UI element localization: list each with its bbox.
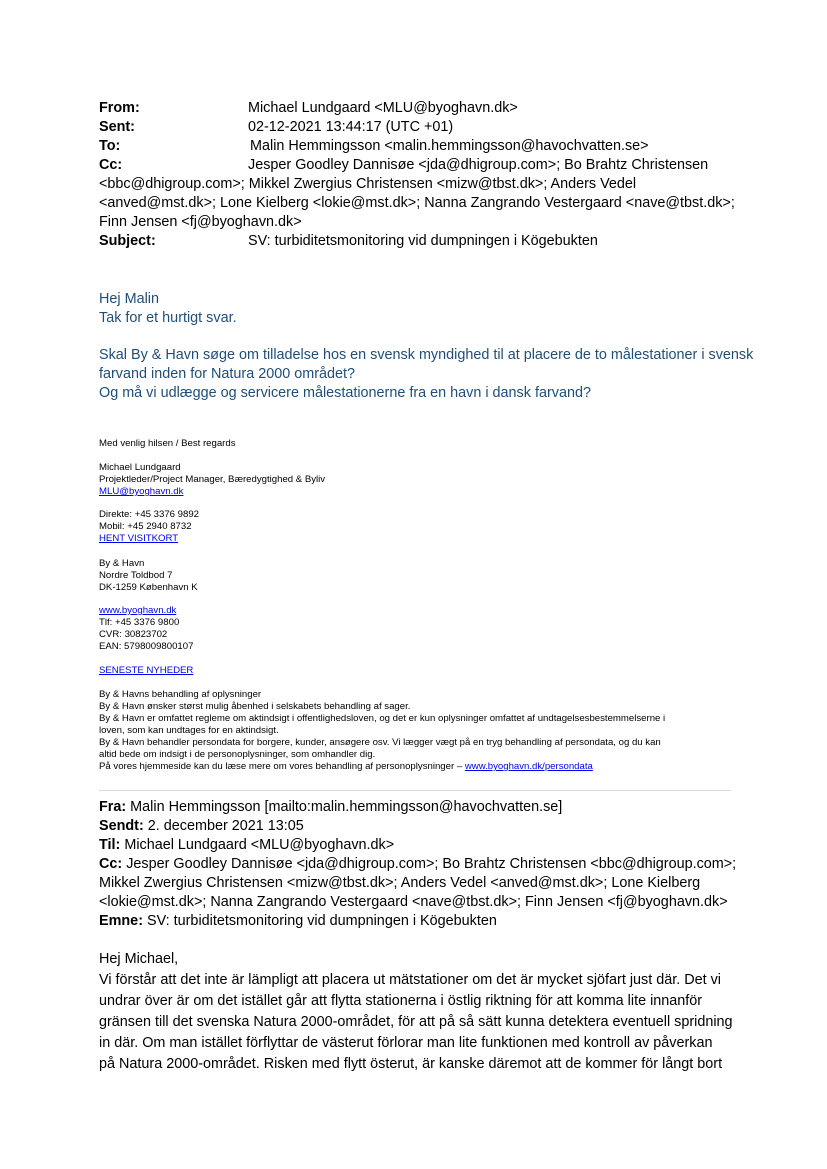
fwd-from-value: Malin Hemmingsson [mailto:malin.hemmingsson@havochvatten.se] — [126, 799, 563, 815]
fwd-cc-row — [99, 855, 736, 874]
to-row — [99, 137, 739, 156]
fwd-from-label: Fra: — [99, 799, 127, 815]
sent-label: Sent: — [99, 119, 135, 135]
fwd-sent-row — [99, 817, 304, 836]
fwd-subject-row — [99, 912, 497, 931]
sent-row — [99, 118, 739, 137]
reply-greeting: Hej Malin — [99, 291, 159, 307]
website-link[interactable]: www.byoghavn.dk — [99, 605, 177, 616]
privacy-line4-text: På vores hjemmeside kan du læse mere om vores behandling af personoplysninger – — [99, 761, 463, 772]
privacy-line3a: By & Havn behandler persondata for borgere, kunder, ansøgere osv. Vi lægger vægt på en tryg behandling af persondata, og du kan — [99, 737, 661, 748]
from-value: Michael Lundgaard <MLU@byoghavn.dk> — [248, 100, 518, 116]
vcard-link[interactable]: HENT VISITKORT — [99, 533, 179, 544]
cc-label: Cc: — [99, 157, 123, 173]
signature-email-link[interactable]: MLU@byoghavn.dk — [99, 486, 184, 497]
cc-value-line1: Jesper Goodley Dannisøe <jda@dhigroup.com>; Bo Brahtz Christensen — [248, 157, 709, 173]
fwd-body-line5: på Natura 2000-området. Risken med flytt österut, är kanske däremot att de kommer för långt bort — [99, 1056, 723, 1072]
subject-label: Subject: — [99, 233, 156, 249]
to-label: To: — [99, 138, 121, 154]
divider — [99, 790, 731, 791]
signature-cvr: CVR: 30823702 — [99, 629, 168, 640]
signature-address1: Nordre Toldbod 7 — [99, 570, 173, 581]
cc-row — [99, 156, 739, 175]
fwd-to-label: Til: — [99, 837, 121, 853]
signature-mobile: Mobil: +45 2940 8732 — [99, 521, 192, 532]
reply-line1: Tak for et hurtigt svar. — [99, 310, 237, 326]
reply-question2: Og må vi udlægge og servicere målestationerne fra en havn i dansk farvand? — [99, 385, 591, 401]
signature-website-row — [99, 605, 176, 617]
news-link[interactable]: SENESTE NYHEDER — [99, 665, 194, 676]
signature-news-row — [99, 665, 193, 677]
fwd-subject-label: Emne: — [99, 913, 143, 929]
subject-value: SV: turbiditetsmonitoring vid dumpningen i Kögebukten — [248, 233, 598, 249]
fwd-body-line1: Vi förstår att det inte är lämpligt att placera ut mätstationer om det är mycket sjöfart just där. Det vi — [99, 972, 721, 988]
fwd-subject-value: SV: turbiditetsmonitoring vid dumpningen i Kögebukten — [142, 913, 497, 929]
cc-value-line3: <anved@mst.dk>; Lone Kielberg <lokie@mst.dk>; Nanna Zangrando Vestergaard <nave@tbst.dk>; — [99, 195, 735, 211]
privacy-line4 — [99, 761, 593, 773]
privacy-line2a: By & Havn er omfattet regleme om aktindsigt i offentlighedsloven, og det er kun oplysninger omfattet af undtagelsesbestemmelserne i — [99, 713, 666, 724]
signature-title: Projektleder/Project Manager, Bæredygtighed & Byliv — [99, 474, 326, 485]
signature-ean: EAN: 5798009800107 — [99, 641, 194, 652]
privacy-line3b: altid bede om indsigt i de personoplysninger, som omhandler dig. — [99, 749, 376, 760]
fwd-cc-label: Cc: — [99, 856, 123, 872]
signature-direct: Direkte: +45 3376 9892 — [99, 509, 200, 520]
cc-value-line2: <bbc@dhigroup.com>; Mikkel Zwergius Christensen <mizw@tbst.dk>; Anders Vedel — [99, 176, 637, 192]
privacy-line1: By & Havn ønsker størst mulig åbenhed i selskabets behandling af sager. — [99, 701, 411, 712]
cc-value-line4: Finn Jensen <fj@byoghavn.dk> — [99, 214, 302, 230]
fwd-to-value: Michael Lundgaard <MLU@byoghavn.dk> — [120, 837, 395, 853]
reply-question1a: Skal By & Havn søge om tilladelse hos en svensk myndighed til at placere de to målestationer i svensk — [99, 347, 754, 363]
fwd-body-line4: in där. Om man istället förflyttar de västerut förlorar man lite funktionen med kontroll av påverkan — [99, 1035, 713, 1051]
from-label: From: — [99, 100, 140, 116]
signature-vcard-row — [99, 533, 178, 545]
privacy-heading: By & Havns behandling af oplysninger — [99, 689, 262, 700]
fwd-sent-value: 2. december 2021 13:05 — [143, 818, 304, 834]
signature-company: By & Havn — [99, 558, 145, 569]
fwd-cc-value2: Mikkel Zwergius Christensen <mizw@tbst.dk>; Anders Vedel <anved@mst.dk>; Lone Kielberg — [99, 875, 701, 891]
fwd-body-line2: undrar över är om det istället går att flytta stationerna i östlig riktning för att komma lite innanför — [99, 993, 703, 1009]
fwd-body-line3: gränsen till det svenska Natura 2000-området, för att på så sätt kunna detektera eventuell spridning — [99, 1014, 733, 1030]
fwd-cc-value1: Jesper Goodley Dannisøe <jda@dhigroup.com>; Bo Brahtz Christensen <bbc@dhigroup.com>; — [122, 856, 737, 872]
subject-row — [99, 232, 739, 251]
signature-phone: Tlf: +45 3376 9800 — [99, 617, 180, 628]
sent-value: 02-12-2021 13:44:17 (UTC +01) — [248, 119, 454, 135]
signature-regards: Med venlig hilsen / Best regards — [99, 438, 236, 449]
fwd-to-row — [99, 836, 394, 855]
privacy-link[interactable]: www.byoghavn.dk/persondata — [464, 761, 593, 772]
signature-address2: DK-1259 København K — [99, 582, 198, 593]
from-row — [99, 99, 739, 118]
fwd-cc-value3: <lokie@mst.dk>; Nanna Zangrando Vestergaard <nave@tbst.dk>; Finn Jensen <fj@byoghavn.dk> — [99, 894, 728, 910]
to-value: Malin Hemmingsson <malin.hemmingsson@havochvatten.se> — [250, 138, 649, 154]
fwd-greeting: Hej Michael, — [99, 951, 179, 967]
fwd-from-row — [99, 798, 562, 817]
reply-question1b: farvand inden for Natura 2000 området? — [99, 366, 355, 382]
signature-email-row — [99, 486, 183, 498]
signature-name: Michael Lundgaard — [99, 462, 181, 473]
privacy-line2b: loven, som kan undtages for en aktindsigt. — [99, 725, 279, 736]
fwd-sent-label: Sendt: — [99, 818, 144, 834]
